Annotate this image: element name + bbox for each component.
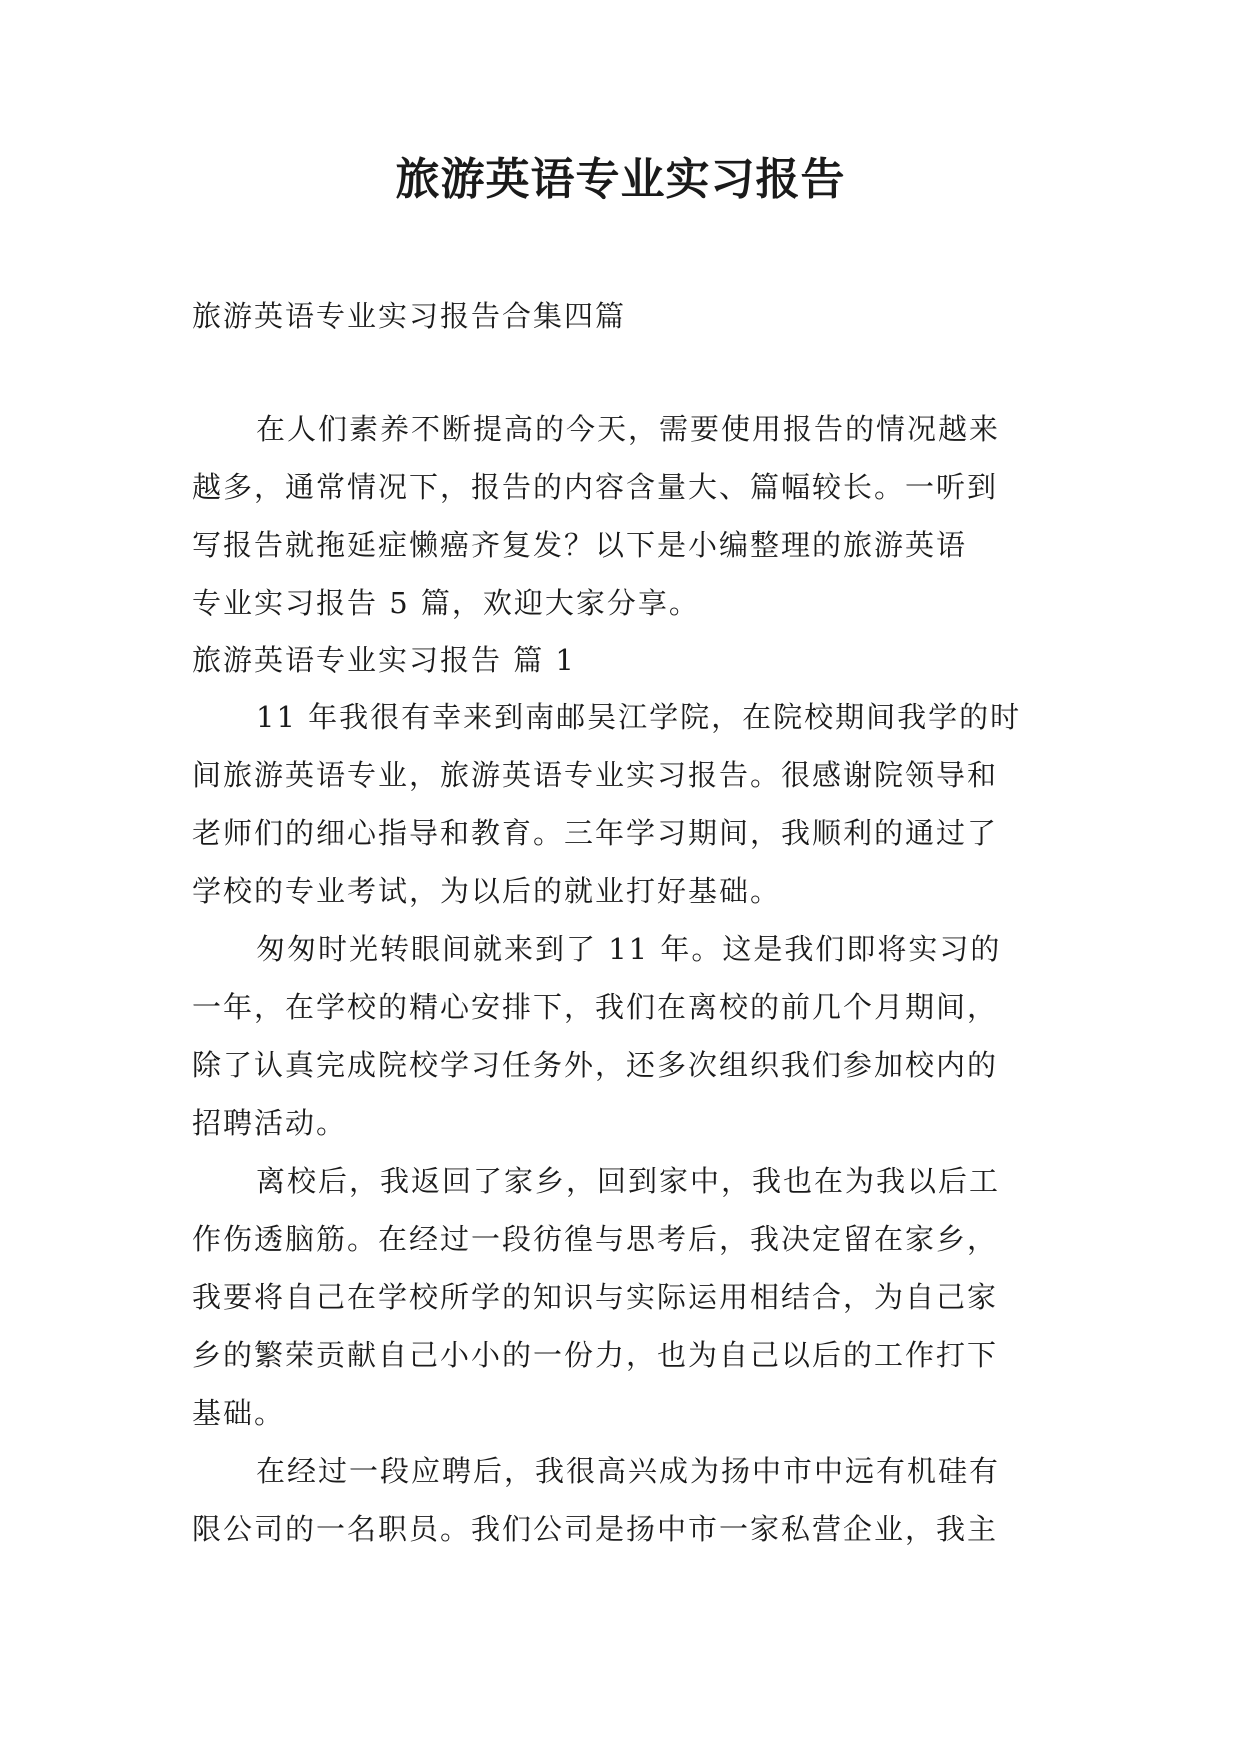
body-line: 间旅游英语专业，旅游英语专业实习报告。很感谢院领导和 xyxy=(192,758,999,792)
body-line: 我要将自己在学校所学的知识与实际运用相结合，为自己家 xyxy=(192,1280,999,1314)
body-line: 学校的专业考试，为以后的就业打好基础。 xyxy=(192,874,782,908)
body-line: 基础。 xyxy=(192,1396,286,1430)
body-line: 乡的繁荣贡献自己小小的一份力，也为自己以后的工作打下 xyxy=(192,1338,999,1372)
body-line: 匆匆时光转眼间就来到了 11 年。这是我们即将实习的 xyxy=(256,932,1002,966)
body-line: 写报告就拖延症懒癌齐复发？以下是小编整理的旅游英语 xyxy=(192,528,968,562)
body-line: 11 年我很有幸来到南邮吴江学院，在院校期间我学的时 xyxy=(256,700,1022,734)
body-line: 老师们的细心指导和教育。三年学习期间，我顺利的通过了 xyxy=(192,816,999,850)
body-line: 专业实习报告 5 篇，欢迎大家分享。 xyxy=(192,586,700,620)
body-line: 招聘活动。 xyxy=(192,1106,348,1140)
document-title: 旅游英语专业实习报告 xyxy=(395,154,846,205)
section-heading: 旅游英语专业实习报告 篇 1 xyxy=(192,643,576,677)
body-line: 在人们素养不断提高的今天，需要使用报告的情况越来 xyxy=(256,412,1001,446)
body-line: 除了认真完成院校学习任务外，还多次组织我们参加校内的 xyxy=(192,1048,999,1082)
body-line: 越多，通常情况下，报告的内容含量大、篇幅较长。一听到 xyxy=(192,470,999,504)
body-line: 离校后，我返回了家乡，回到家中，我也在为我以后工 xyxy=(256,1164,1001,1198)
body-line: 作伤透脑筋。在经过一段彷徨与思考后，我决定留在家乡， xyxy=(192,1222,999,1256)
body-line: 在经过一段应聘后，我很高兴成为扬中市中远有机硅有 xyxy=(256,1454,1001,1488)
document-subtitle: 旅游英语专业实习报告合集四篇 xyxy=(192,299,627,333)
body-line: 一年，在学校的精心安排下，我们在离校的前几个月期间， xyxy=(192,990,999,1024)
body-line: 限公司的一名职员。我们公司是扬中市一家私营企业，我主 xyxy=(192,1512,999,1546)
